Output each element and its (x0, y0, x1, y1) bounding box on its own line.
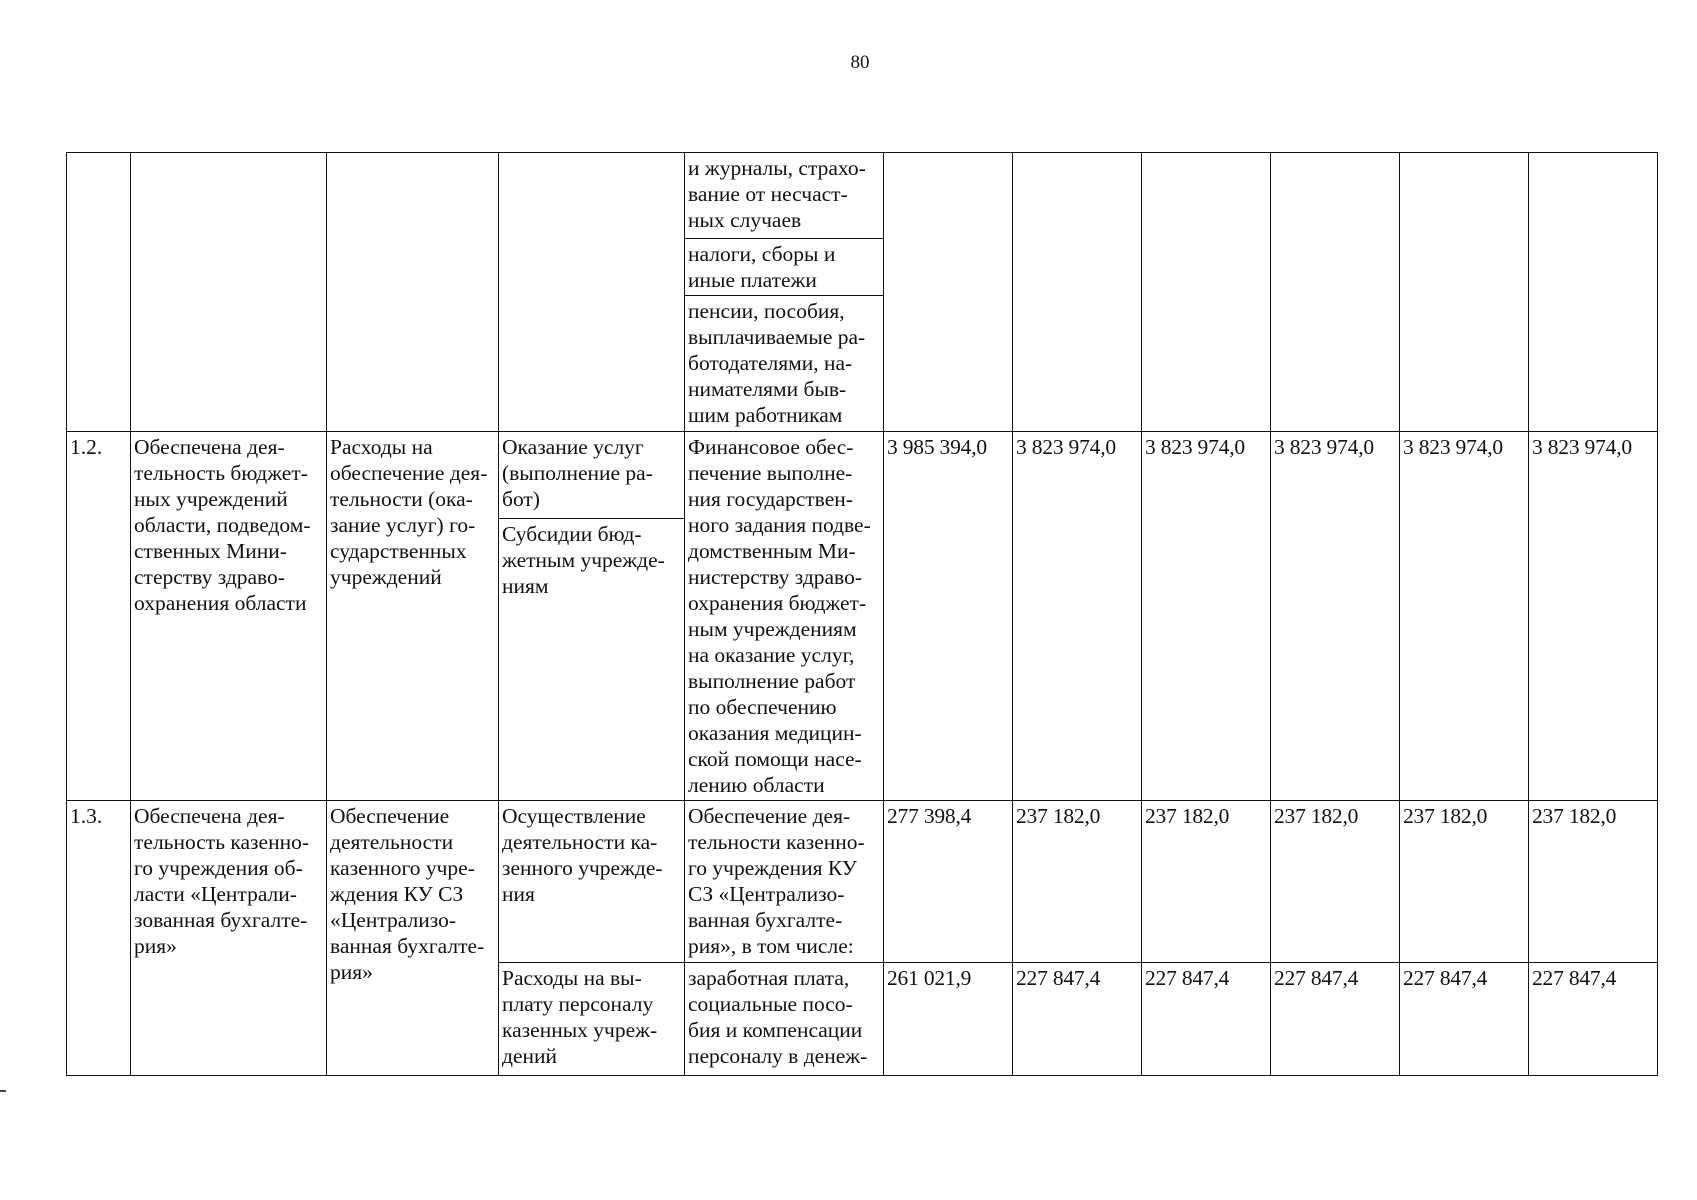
cell-text-line: казенных учреж- (502, 1018, 658, 1042)
cell-text-line: стерству здраво- (134, 565, 285, 589)
cell-text-line: ванная бухгалте- (330, 934, 485, 958)
subactivity-cell-empty (499, 153, 685, 432)
cell-text-line: зованная бухгалте- (134, 908, 308, 932)
cell-text-line: ния государствен- (688, 487, 853, 511)
cell-text-line: ственных Мини- (134, 539, 287, 563)
value-cell-empty (1529, 153, 1658, 432)
activity-cell (327, 432, 499, 801)
value-cell-empty (884, 153, 1013, 432)
cell-text-line: обеспечение дея- (330, 461, 488, 485)
cell-text-line: го учреждения КУ (688, 856, 858, 880)
cell-text-line: вание от несчаст- (688, 182, 848, 206)
number-cell-empty (67, 153, 131, 432)
value-cell: 3 823 974,0 (1400, 432, 1529, 801)
cell-text-line: Субсидии бюд- (502, 521, 642, 546)
cell-text-line: и журналы, страхо- (688, 156, 866, 180)
cell-text-line: шим работникам (688, 403, 843, 427)
value-cell-empty (1013, 153, 1142, 432)
value-cell-empty (1142, 153, 1271, 432)
cell-text-line: ных учреждений (134, 487, 288, 511)
expense-item-cell (685, 239, 884, 296)
cell-text-line: деятельности (330, 830, 454, 854)
cell-text-line: Расходы на вы- (502, 966, 642, 990)
row-number: 1.3. (67, 801, 131, 1076)
cell-text-line: Обеспечение (330, 804, 450, 828)
cell-text-line: персоналу в денеж- (688, 1044, 868, 1068)
cell-text-line: пенсии, пособия, (688, 299, 845, 323)
value-cell-empty (1400, 153, 1529, 432)
cell-text-line: нистерству здраво- (688, 565, 862, 589)
cell-text-line: Оказание услуг (502, 435, 644, 459)
cell-text-line: зенного учрежде- (502, 856, 663, 880)
cell-text-line: на оказание услуг, (688, 643, 855, 667)
cell-text-line: ного задания подве- (688, 513, 871, 537)
cell-text-line: выплачиваемые ра- (688, 325, 866, 349)
value-cell: 3 823 974,0 (1529, 432, 1658, 801)
cell-text-line: домственным Ми- (688, 539, 856, 563)
cell-text-line: Обеспечена дея- (134, 435, 285, 459)
cell-text-line: дений (502, 1044, 557, 1068)
cell-text-line: тельности (ока- (330, 487, 473, 511)
cell-text-line: плату персоналу (502, 992, 654, 1016)
value-cell: 227 847,4 (1271, 963, 1400, 1076)
cell-text-line: нимателями быв- (688, 377, 847, 401)
cell-text-line: зание услуг) го- (330, 513, 476, 537)
description-cell (685, 963, 884, 1076)
subactivity-cell (499, 518, 685, 800)
cell-text-line: бот) (502, 487, 540, 511)
expense-item-cell (685, 296, 884, 432)
cell-text-line: жетным учрежде- (502, 547, 665, 572)
description-cell (685, 801, 884, 963)
cell-text-line: оказания медицин- (688, 721, 862, 745)
cell-text-line: рия» (134, 934, 177, 958)
margin-mark (0, 1090, 6, 1092)
value-cell: 237 182,0 (1013, 801, 1142, 963)
cell-text-line: охранения области (134, 591, 307, 615)
value-cell: 237 182,0 (1529, 801, 1658, 963)
activity-cell (327, 801, 499, 1076)
cell-text-line: социальные посо- (688, 992, 853, 1016)
subactivity-cell (499, 963, 685, 1076)
cell-text-line: казенного учре- (330, 856, 475, 880)
subactivity-cell (499, 801, 685, 963)
value-cell: 261 021,9 (884, 963, 1013, 1076)
value-cell: 3 985 394,0 (884, 432, 1013, 801)
description-cell (685, 432, 884, 801)
cell-text-line: тельность бюджет- (134, 461, 308, 485)
activity-cell-empty (327, 153, 499, 432)
cell-text-line: области, подведом- (134, 513, 311, 537)
cell-text-line: ния (502, 882, 535, 906)
value-cell: 237 182,0 (1271, 801, 1400, 963)
cell-text-line: Финансовое обес- (688, 435, 854, 459)
page-number: 80 (850, 52, 870, 73)
value-cell: 227 847,4 (1400, 963, 1529, 1076)
cell-text-line: деятельности ка- (502, 830, 658, 854)
cell-text-line: ской помощи насе- (688, 747, 862, 771)
value-cell: 277 398,4 (884, 801, 1013, 963)
cell-text-line: Обеспечена дея- (134, 804, 285, 828)
cell-text-line: го учреждения об- (134, 856, 303, 880)
value-cell-empty (1271, 153, 1400, 432)
cell-text-line: налоги, сборы и (688, 242, 836, 266)
cell-text-line: Осуществление (502, 804, 646, 828)
result-cell (131, 432, 327, 801)
cell-text-line: тельности казенно- (688, 830, 865, 854)
cell-text-line: ниям (502, 573, 549, 598)
cell-text-line: Расходы на (330, 435, 433, 459)
cell-text-line: ласти «Централи- (134, 882, 297, 906)
cell-text-line: СЗ «Централизо- (688, 882, 845, 906)
cell-text-line: иные платежи (688, 268, 817, 292)
cell-text-line: тельность казенно- (134, 830, 310, 854)
row-number: 1.2. (67, 432, 131, 801)
cell-text-line: печение выполне- (688, 461, 853, 485)
cell-text-line: лению области (688, 773, 825, 797)
subactivity-cell (499, 432, 685, 519)
cell-text-line: охранения бюджет- (688, 591, 867, 615)
cell-text-line: по обеспечению (688, 695, 837, 719)
cell-text-line: ных случаев (688, 208, 802, 232)
value-cell: 227 847,4 (1529, 963, 1658, 1076)
cell-text-line: «Централизо- (330, 908, 456, 932)
value-cell: 237 182,0 (1400, 801, 1529, 963)
cell-text-line: учреждений (330, 565, 442, 589)
value-cell: 3 823 974,0 (1142, 432, 1271, 801)
cell-text-line: рия» (330, 960, 373, 984)
result-cell-empty (131, 153, 327, 432)
expense-item-cell (685, 153, 884, 239)
budget-table (66, 152, 1658, 1076)
cell-text-line: Обеспечение дея- (688, 804, 851, 828)
cell-text-line: выполнение работ (688, 669, 856, 693)
cell-text-line: бия и компенсации (688, 1018, 863, 1042)
value-cell: 237 182,0 (1142, 801, 1271, 963)
cell-text-line: ванная бухгалте- (688, 908, 843, 932)
cell-text-line: сударственных (330, 539, 467, 563)
value-cell: 3 823 974,0 (1013, 432, 1142, 801)
cell-text-line: (выполнение ра- (502, 461, 653, 485)
cell-text-line: ботодателями, на- (688, 351, 853, 375)
result-cell (131, 801, 327, 1076)
cell-text-line: рия», в том числе: (688, 934, 854, 958)
value-cell: 227 847,4 (1013, 963, 1142, 1076)
cell-text-line: ным учреждениям (688, 617, 857, 641)
cell-text-line: ждения КУ СЗ (330, 882, 464, 906)
value-cell: 3 823 974,0 (1271, 432, 1400, 801)
cell-text-line: заработная плата, (688, 966, 850, 990)
value-cell: 227 847,4 (1142, 963, 1271, 1076)
